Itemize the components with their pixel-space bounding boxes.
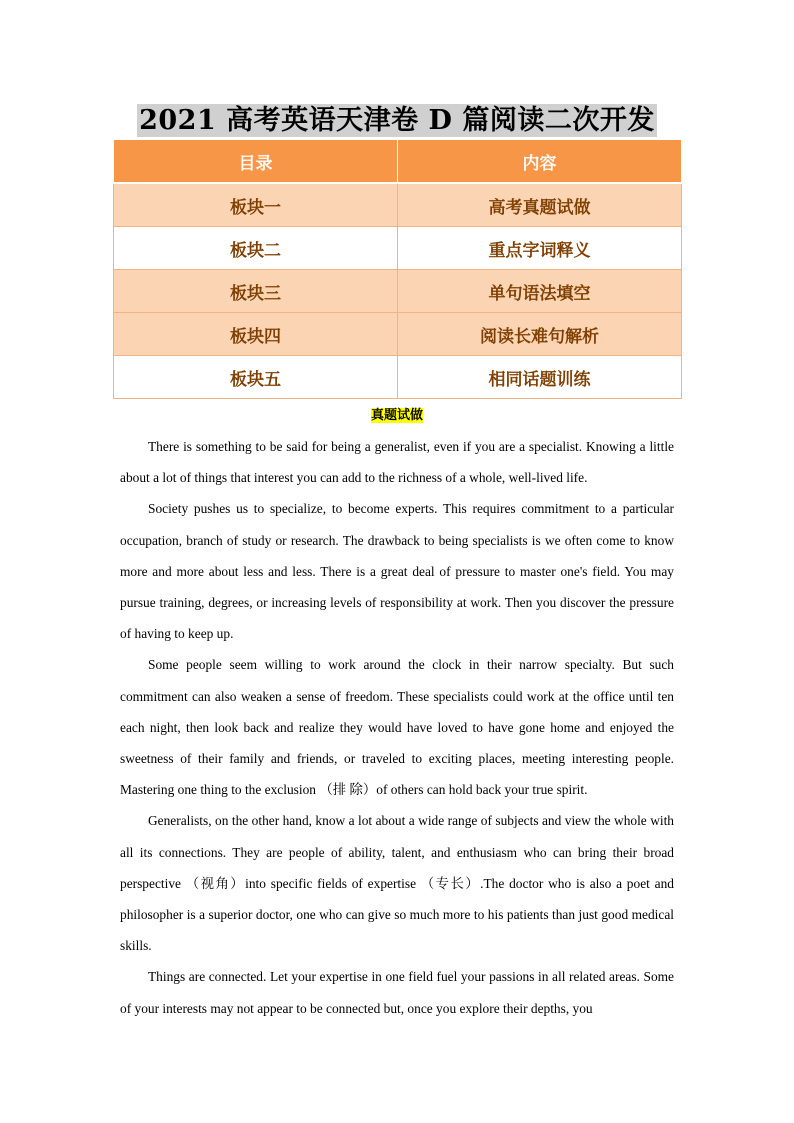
- content-cell: 高考真题试做: [398, 183, 682, 227]
- content-cell: 阅读长难句解析: [398, 313, 682, 356]
- content-cell: 单句语法填空: [398, 270, 682, 313]
- table-row: [114, 270, 682, 313]
- table-row: [114, 313, 682, 356]
- section-cell: 板块三: [114, 270, 398, 313]
- contents-table: [113, 139, 682, 399]
- section-heading-wrap: [0, 404, 794, 424]
- passage: [120, 431, 674, 1024]
- contents-header-catalog: 目录: [114, 140, 398, 184]
- contents-header-row: [114, 140, 682, 184]
- table-row: [114, 183, 682, 227]
- document-title-wrap: [0, 98, 794, 137]
- table-row: [114, 227, 682, 270]
- document-title: 2021 高考英语天津卷 D 篇阅读二次开发: [139, 105, 655, 136]
- paragraph: Generalists, on the other hand, know a lot about a wide range of subjects and view the whole with all its connections. They are people of ability, talent, and enthusiasm who can bring their broad perspective （视角）into specific fields of expertise （专长）.The doctor who is also a poet and philosopher is a superior doctor, one who can give so much more to his patients than just good medical skills.: [120, 813, 674, 954]
- paragraph: There is something to be said for being a generalist, even if you are a specialist. Knowing a little about a lot of things that interest you can add to the richness of a whole, well-lived life.: [120, 439, 674, 486]
- paragraph: Society pushes us to specialize, to become experts. This requires commitment to a particular occupation, branch of study or research. The drawback to being specialists is we often come to know more and more about less and less. There is a great deal of pressure to master one's field. You may pursue training, degrees, or increasing levels of responsibility at work. Then you discover the pressure of having to keep up.: [120, 501, 674, 642]
- content-cell: 相同话题训练: [398, 356, 682, 399]
- paragraph: Things are connected. Let your expertise in one field fuel your passions in all related areas. Some of your interests may not appear to be connected but, once you explore their depths, you: [120, 969, 674, 1016]
- paragraph: Some people seem willing to work around the clock in their narrow specialty. But such commitment can also weaken a sense of freedom. These specialists could work at the office until ten each night, then look back and realize they would have loved to have gone home and enjoyed the sweetness of their family and friends, or traveled to exciting places, meeting interesting people. Mastering one thing to the exclusion （排 除）of others can hold back your true spirit.: [120, 657, 674, 798]
- section-cell: 板块五: [114, 356, 398, 399]
- section-heading: 真题试做: [370, 408, 423, 423]
- section-cell: 板块一: [114, 183, 398, 227]
- content-cell: 重点字词释义: [398, 227, 682, 270]
- table-row: [114, 356, 682, 399]
- contents-header-content: 内容: [398, 140, 682, 184]
- section-cell: 板块二: [114, 227, 398, 270]
- section-cell: 板块四: [114, 313, 398, 356]
